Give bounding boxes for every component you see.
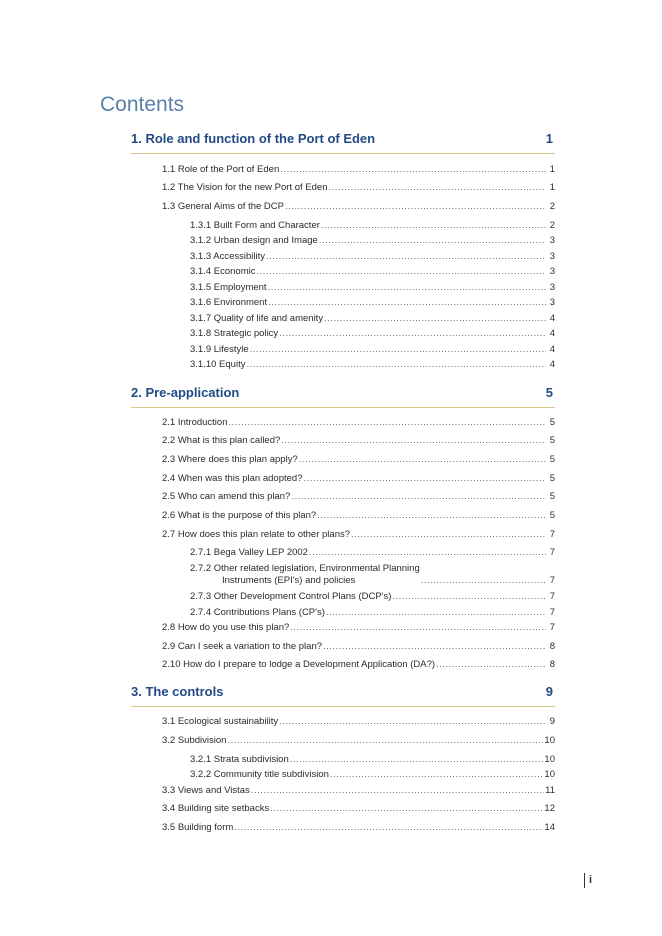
toc-entry[interactable] — [162, 641, 555, 653]
toc-entry[interactable] — [162, 716, 555, 728]
toc-entry[interactable] — [162, 510, 555, 522]
leader-dots — [280, 164, 546, 176]
toc-entry-label: 1.3.1 Built Form and Character — [190, 220, 320, 231]
leader-dots — [290, 622, 546, 634]
toc-entry-page: 10 — [544, 735, 555, 746]
toc-entry[interactable] — [162, 473, 555, 485]
toc-section-heading[interactable] — [131, 385, 555, 408]
page-title: Contents — [100, 93, 185, 116]
leader-dots — [309, 547, 546, 559]
toc-entry[interactable] — [162, 785, 555, 797]
toc-entry-page: 7 — [549, 622, 555, 633]
leader-dots — [303, 473, 546, 485]
toc-entry-page: 7 — [549, 607, 555, 618]
toc-entry[interactable] — [162, 182, 555, 194]
toc-entry[interactable] — [162, 622, 555, 634]
toc-entry-page: 1 — [549, 182, 555, 193]
toc-entry[interactable] — [162, 822, 555, 834]
toc-entry-label: 3.1.4 Economic — [190, 266, 256, 277]
leader-dots — [246, 359, 546, 371]
leader-dots — [328, 182, 546, 194]
toc-subentry[interactable] — [190, 591, 555, 603]
toc-entry-label: 3.1.3 Accessibility — [190, 251, 265, 262]
toc-entry[interactable] — [162, 417, 555, 429]
toc-entry-page: 3 — [549, 235, 555, 246]
toc-subentry[interactable] — [190, 547, 555, 559]
toc-entry-page: 7 — [549, 575, 555, 586]
toc-entry-label: 2.1 Introduction — [162, 417, 228, 428]
leader-dots — [323, 641, 546, 653]
toc-entry-label: 3.1.2 Urban design and Image — [190, 235, 318, 246]
toc-entry-label: 3.2.1 Strata subdivision — [190, 754, 289, 765]
leader-dots — [251, 785, 544, 797]
toc-entry-page: 5 — [549, 435, 555, 446]
toc-entry-label: 2.2 What is this plan called? — [162, 435, 281, 446]
toc-entry[interactable] — [162, 803, 555, 815]
toc-subentry[interactable] — [190, 297, 555, 309]
toc-entry-label-multiline — [190, 563, 420, 587]
toc-section-page: 9 — [545, 684, 553, 699]
toc-entry[interactable] — [162, 529, 555, 541]
toc-entry-label-continued: Instruments (EPI's) and policies — [222, 575, 356, 586]
leader-dots — [392, 591, 546, 603]
toc-entry-label: 3.3 Views and Vistas — [162, 785, 250, 796]
toc-section-title: 3. The controls — [131, 684, 224, 699]
toc-subentry[interactable] — [190, 235, 555, 247]
toc-entry-page: 4 — [549, 359, 555, 370]
toc-entry-label: 2.7.2 Other related legislation, Environmental Planning — [190, 563, 420, 574]
toc-entry[interactable] — [162, 491, 555, 503]
toc-entry-label: 2.9 Can I seek a variation to the plan? — [162, 641, 323, 652]
toc-entry-page: 12 — [544, 803, 555, 814]
toc-entry-page: 2 — [549, 220, 555, 231]
leader-dots — [317, 510, 546, 522]
leader-dots — [279, 716, 546, 728]
leader-dots — [266, 251, 546, 263]
leader-dots — [299, 454, 546, 466]
leader-dots — [436, 659, 546, 671]
toc-entry-label: 2.10 How do I prepare to lodge a Development Application (DA?) — [162, 659, 436, 670]
leader-dots — [279, 328, 546, 340]
toc-entry-page: 8 — [549, 659, 555, 670]
toc-entry-label: 2.8 How do you use this plan? — [162, 622, 290, 633]
toc-entry-page: 3 — [549, 266, 555, 277]
toc-entry-label: 1.3 General Aims of the DCP — [162, 201, 284, 212]
toc-entry-page: 10 — [544, 769, 555, 780]
toc-entry-page: 11 — [545, 785, 555, 796]
leader-dots — [319, 235, 546, 247]
toc-entry-page: 5 — [549, 417, 555, 428]
toc-entry-label: 2.6 What is the purpose of this plan? — [162, 510, 317, 521]
toc-entry-label: 3.1.6 Environment — [190, 297, 268, 308]
toc-entry-label: 3.1 Ecological sustainability — [162, 716, 279, 727]
toc-subentry[interactable] — [190, 313, 555, 325]
toc-entry-page: 7 — [549, 547, 555, 558]
leader-dots — [256, 266, 546, 278]
toc-subentry[interactable] — [190, 266, 555, 278]
leader-dots — [234, 822, 543, 834]
toc-entry-page: 5 — [549, 491, 555, 502]
leader-dots — [290, 754, 544, 766]
toc-entry-page: 5 — [549, 510, 555, 521]
page-number: i — [584, 873, 592, 888]
toc-entry-label: 2.7.1 Bega Valley LEP 2002 — [190, 547, 308, 558]
toc-entry-label: 2.7.4 Contributions Plans (CP's) — [190, 607, 325, 618]
toc-entry-label: 3.2.2 Community title subdivision — [190, 769, 329, 780]
toc-entry-page: 1 — [549, 164, 555, 175]
toc-entry-label: 1.2 The Vision for the new Port of Eden — [162, 182, 328, 193]
leader-dots — [270, 803, 543, 815]
leader-dots — [330, 769, 544, 781]
toc-entry-label: 3.2 Subdivision — [162, 735, 227, 746]
toc-entry-label: 2.7 How does this plan relate to other plans? — [162, 529, 351, 540]
toc-subentry[interactable] — [190, 754, 555, 766]
toc-entry[interactable] — [162, 435, 555, 447]
leader-dots — [321, 220, 546, 232]
toc-subentry[interactable] — [190, 359, 555, 371]
leader-dots — [324, 313, 546, 325]
toc-entry[interactable] — [162, 164, 555, 176]
toc-subentry[interactable] — [190, 282, 555, 294]
toc-entry-page: 10 — [544, 754, 555, 765]
toc-subentry[interactable] — [190, 220, 555, 232]
toc-subentry[interactable] — [190, 563, 555, 587]
leader-dots — [268, 282, 546, 294]
toc-entry-label: 2.7.3 Other Development Control Plans (DCP's) — [190, 591, 392, 602]
leader-dots — [227, 735, 543, 747]
toc-entry-page: 2 — [549, 201, 555, 212]
toc-section-title: 2. Pre-application — [131, 385, 240, 400]
toc-section-page: 5 — [545, 385, 553, 400]
toc-entry-label: 3.1.10 Equity — [190, 359, 246, 370]
toc-entry-page: 3 — [549, 251, 555, 262]
leader-dots — [281, 435, 546, 447]
toc-entry-page: 7 — [549, 529, 555, 540]
toc-subentry[interactable] — [190, 607, 555, 619]
toc-entry-label: 3.1.8 Strategic policy — [190, 328, 279, 339]
toc-entry-label: 2.5 Who can amend this plan? — [162, 491, 291, 502]
toc-entry-page: 3 — [549, 297, 555, 308]
toc-entry[interactable] — [162, 201, 555, 213]
toc-entry-page: 5 — [549, 473, 555, 484]
toc-entry-label: 3.1.7 Quality of life and amenity — [190, 313, 324, 324]
toc-entry-page: 7 — [549, 591, 555, 602]
toc-entry-label: 3.1.5 Employment — [190, 282, 267, 293]
leader-dots — [421, 575, 546, 587]
toc-entry[interactable] — [162, 735, 555, 747]
toc-entry-page: 9 — [549, 716, 555, 727]
toc-entry-label: 3.5 Building form — [162, 822, 234, 833]
toc-entry-page: 3 — [549, 282, 555, 293]
toc-section-heading[interactable] — [131, 684, 555, 707]
toc-subentry[interactable] — [190, 328, 555, 340]
toc-entry-label: 1.1 Role of the Port of Eden — [162, 164, 280, 175]
leader-dots — [291, 491, 546, 503]
toc-entry[interactable] — [162, 454, 555, 466]
toc-section-heading[interactable] — [131, 131, 555, 154]
toc-entry-page: 4 — [549, 344, 555, 355]
toc-subentry[interactable] — [190, 769, 555, 781]
toc-entry-page: 4 — [549, 313, 555, 324]
toc-entry-label: 2.4 When was this plan adopted? — [162, 473, 303, 484]
toc-entry-page: 14 — [544, 822, 555, 833]
toc-entry-page: 8 — [549, 641, 555, 652]
toc-subentry[interactable] — [190, 344, 555, 356]
toc-entry-page: 4 — [549, 328, 555, 339]
leader-dots — [285, 201, 546, 213]
leader-dots — [268, 297, 546, 309]
toc-entry-label: 3.4 Building site setbacks — [162, 803, 270, 814]
leader-dots — [229, 417, 547, 429]
toc-entry-page: 5 — [549, 454, 555, 465]
toc-entry[interactable] — [162, 659, 555, 671]
toc-entry-label: 3.1.9 Lifestyle — [190, 344, 249, 355]
leader-dots — [351, 529, 546, 541]
toc-subentry[interactable] — [190, 251, 555, 263]
toc-section-title: 1. Role and function of the Port of Eden — [131, 131, 376, 146]
toc-entry-label: 2.3 Where does this plan apply? — [162, 454, 298, 465]
leader-dots — [250, 344, 546, 356]
toc-section-page: 1 — [545, 131, 553, 146]
leader-dots — [326, 607, 546, 619]
